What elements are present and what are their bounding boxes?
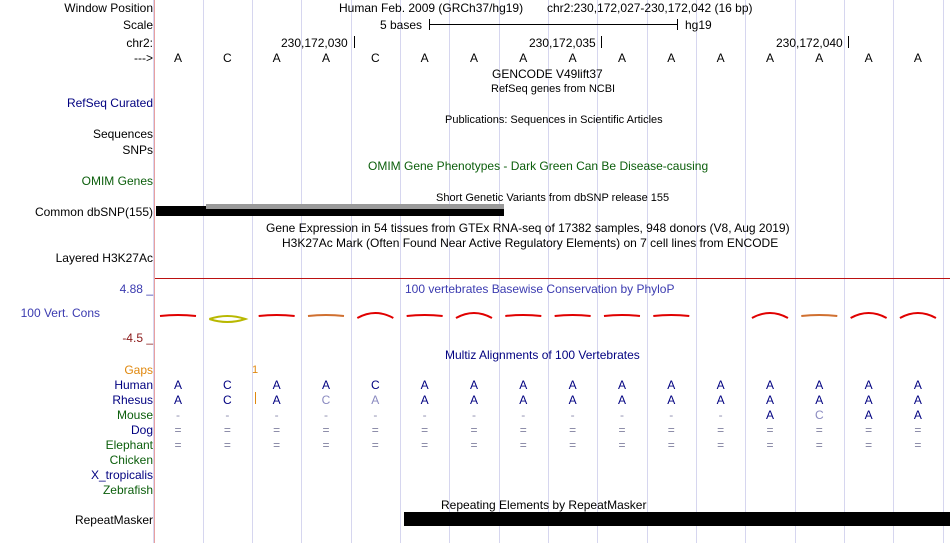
vert-cons-label[interactable]: 100 Vert. Cons (20, 306, 100, 320)
alignment-base-elephant: = (865, 438, 873, 452)
alignment-base-elephant: = (914, 438, 922, 452)
alignment-base-human: A (864, 378, 873, 392)
base-guide-line (301, 0, 302, 543)
db-label: hg19 (685, 18, 712, 32)
phylop-min-label: -4.5 _ (122, 331, 153, 345)
base-letter: A (765, 51, 774, 65)
phylop-score-mark (160, 315, 196, 316)
alignment-base-rhesus: A (667, 393, 676, 407)
gap-marker (255, 392, 256, 404)
refseq-curated-label[interactable]: RefSeq Curated (66, 96, 153, 110)
alignment-base-human: A (617, 378, 626, 392)
base-letter: A (716, 51, 725, 65)
layered-h3k27ac-label[interactable]: Layered H3K27Ac (55, 251, 153, 265)
alignment-base-rhesus: A (371, 393, 380, 407)
alignment-base-dog: = (273, 423, 281, 437)
publications-track-title[interactable]: Publications: Sequences in Scientific Articles (445, 114, 663, 126)
alignment-base-dog: = (766, 423, 774, 437)
alignment-base-rhesus: C (222, 393, 232, 407)
base-letter: A (519, 51, 528, 65)
alignment-base-mouse: - (669, 408, 674, 422)
base-guide-line (351, 0, 352, 543)
repeatmasker-label[interactable]: RepeatMasker (74, 513, 153, 527)
alignment-base-rhesus: A (765, 393, 774, 407)
alignment-base-mouse: - (619, 408, 624, 422)
alignment-base-human: A (568, 378, 577, 392)
base-guide-line (647, 0, 648, 543)
species-label-rhesus[interactable]: Rhesus (112, 393, 153, 407)
base-guide-line (252, 0, 253, 543)
chrom-label[interactable]: chr2: (126, 36, 153, 50)
alignment-base-human: A (815, 378, 824, 392)
species-label-mouse[interactable]: Mouse (116, 408, 153, 422)
ruler-tick (354, 36, 355, 48)
alignment-base-rhesus: A (568, 393, 577, 407)
scale-bar (429, 24, 677, 25)
omim-track-title[interactable]: OMIM Gene Phenotypes - Dark Green Can Be Disease-causing (368, 159, 709, 173)
ruler-tick-label: 230,172,040 (776, 36, 843, 50)
base-letter: A (815, 51, 824, 65)
base-letter: A (864, 51, 873, 65)
alignment-base-mouse: - (422, 408, 427, 422)
alignment-base-human: A (321, 378, 330, 392)
alignment-base-elephant: = (569, 438, 577, 452)
base-guide-line (943, 0, 944, 543)
alignment-base-dog: = (914, 423, 922, 437)
alignment-base-human: A (913, 378, 922, 392)
h3k27ac-track-title[interactable]: H3K27Ac Mark (Often Found Near Active Regulatory Elements) on 7 cell lines from ENCODE (282, 236, 779, 250)
gaps-label[interactable]: Gaps (124, 363, 153, 377)
alignment-base-elephant: = (815, 438, 823, 452)
ruler-tick-label: 230,172,030 (281, 36, 348, 50)
species-label-zebrafish[interactable]: Zebrafish (102, 483, 153, 497)
alignment-base-human: A (272, 378, 281, 392)
repeatmasker-track-title[interactable]: Repeating Elements by RepeatMasker (441, 498, 647, 512)
alignment-base-dog: = (519, 423, 527, 437)
alignment-base-dog: = (569, 423, 577, 437)
alignment-base-human: A (716, 378, 725, 392)
alignment-base-rhesus: A (272, 393, 281, 407)
alignment-base-dog: = (174, 423, 182, 437)
base-guide-line (795, 0, 796, 543)
alignment-base-dog: = (223, 423, 231, 437)
scale-bar-left-tick (429, 19, 430, 30)
base-guide-line (203, 0, 204, 543)
alignment-base-mouse: A (765, 408, 774, 422)
alignment-base-elephant: = (371, 438, 379, 452)
phylop-track-title[interactable]: 100 vertebrates Basewise Conservation by PhyloP (405, 282, 675, 296)
alignment-base-human: A (469, 378, 478, 392)
species-label-elephant[interactable]: Elephant (105, 438, 153, 452)
phylop-score-mark (604, 315, 640, 316)
alignment-base-mouse: A (913, 408, 922, 422)
alignment-base-mouse: - (323, 408, 328, 422)
species-label-human[interactable]: Human (114, 378, 153, 392)
phylop-score-mark (357, 313, 393, 318)
phylop-score-mark (209, 316, 245, 322)
alignment-base-mouse: - (373, 408, 378, 422)
alignment-base-dog: = (667, 423, 675, 437)
alignment-base-mouse: - (521, 408, 526, 422)
assembly-title: Human Feb. 2009 (GRCh37/hg19) (339, 1, 524, 15)
alignment-base-mouse: - (471, 408, 476, 422)
ruler-tick (848, 36, 849, 48)
alignment-base-rhesus: A (420, 393, 429, 407)
repeat-element-bar[interactable] (404, 512, 950, 526)
multiz-track-title[interactable]: Multiz Alignments of 100 Vertebrates (445, 348, 640, 362)
alignment-base-mouse: - (718, 408, 723, 422)
base-guide-line (745, 0, 746, 543)
phylop-score-mark (752, 313, 788, 318)
base-letter: C (222, 51, 232, 65)
base-letter: A (469, 51, 478, 65)
alignment-base-elephant: = (421, 438, 429, 452)
base-guide-line (400, 0, 401, 543)
alignment-base-dog: = (865, 423, 873, 437)
scale-text: 5 bases (380, 18, 423, 32)
window-position-label[interactable]: Window Position (64, 1, 153, 15)
alignment-base-dog: = (717, 423, 725, 437)
alignment-base-rhesus: C (321, 393, 331, 407)
alignment-base-dog: = (618, 423, 626, 437)
base-guide-line (696, 0, 697, 543)
alignment-base-rhesus: A (815, 393, 824, 407)
phylop-score-mark (407, 315, 443, 316)
alignment-base-elephant: = (174, 438, 182, 452)
alignment-base-dog: = (371, 423, 379, 437)
alignment-base-human: A (420, 378, 429, 392)
alignment-base-rhesus: A (716, 393, 725, 407)
omim-genes-label[interactable]: OMIM Genes (81, 174, 153, 188)
alignment-base-human: A (519, 378, 528, 392)
phylop-score-mark (259, 315, 295, 316)
phylop-score-mark (456, 313, 492, 318)
phylop-score-mark (851, 313, 887, 318)
scale-bar-right-tick (677, 19, 678, 30)
alignment-base-mouse: - (225, 408, 230, 422)
species-label-chicken[interactable]: Chicken (109, 453, 153, 467)
ruler-tick (601, 36, 602, 48)
base-guide-line (844, 0, 845, 543)
species-label-dog[interactable]: Dog (130, 423, 153, 437)
ruler-tick-label: 230,172,035 (529, 36, 596, 50)
alignment-base-mouse: C (814, 408, 824, 422)
phylop-score-mark (308, 315, 344, 316)
alignment-base-human: A (765, 378, 774, 392)
base-letter: A (173, 51, 183, 65)
alignment-base-mouse: - (274, 408, 279, 422)
alignment-base-elephant: = (519, 438, 527, 452)
alignment-base-elephant: = (470, 438, 478, 452)
alignment-base-rhesus: A (913, 393, 922, 407)
alignment-base-elephant: = (223, 438, 231, 452)
sequences-label[interactable]: Sequences (92, 127, 153, 141)
alignment-base-rhesus: A (469, 393, 478, 407)
scale-label[interactable]: Scale (122, 18, 153, 32)
alignment-base-dog: = (421, 423, 429, 437)
gencode-track-title[interactable]: GENCODE V49lift37 (492, 67, 603, 81)
refseq-subtitle: RefSeq genes from NCBI (491, 83, 616, 95)
species-label-xtropicalis[interactable]: X_tropicalis (90, 468, 153, 482)
alignment-base-rhesus: A (519, 393, 528, 407)
phylop-score-mark (900, 313, 936, 318)
phylop-score-mark (555, 315, 591, 316)
base-guide-line (449, 0, 450, 543)
base-letter: A (617, 51, 626, 65)
alignment-base-dog: = (322, 423, 330, 437)
base-letter: A (667, 51, 676, 65)
base-letter: A (321, 51, 330, 65)
phylop-wiggle[interactable] (155, 305, 950, 327)
label-column-divider (154, 0, 155, 543)
alignment-base-elephant: = (618, 438, 626, 452)
alignment-base-mouse: - (570, 408, 575, 422)
alignment-base-human: A (173, 378, 183, 392)
gtex-track-title[interactable]: Gene Expression in 54 tissues from GTEx RNA-seq of 17382 samples, 948 donors (V8, Aug 2019) (266, 221, 790, 235)
track-boundary-line (155, 278, 950, 279)
phylop-max-label: 4.88 _ (119, 282, 153, 296)
alignment-base-mouse: - (176, 408, 180, 422)
base-letter: A (272, 51, 281, 65)
strand-label[interactable]: ---> (134, 51, 153, 65)
alignment-base-mouse: A (864, 408, 873, 422)
phylop-score-mark (801, 315, 837, 316)
alignment-base-elephant: = (322, 438, 330, 452)
base-letter: A (420, 51, 429, 65)
position-range: chr2:230,172,027-230,172,042 (16 bp) (547, 1, 753, 15)
common-dbsnp-label[interactable]: Common dbSNP(155) (34, 205, 153, 219)
phylop-score-mark (505, 315, 541, 316)
phylop-score-mark (653, 315, 689, 316)
alignment-base-elephant: = (273, 438, 281, 452)
base-letter: A (913, 51, 922, 65)
alignment-base-elephant: = (766, 438, 774, 452)
snps-label[interactable]: SNPs (122, 143, 153, 157)
gap-count: 1 (252, 364, 259, 376)
alignment-base-rhesus: A (173, 393, 183, 407)
alignment-base-rhesus: A (864, 393, 873, 407)
base-letter: C (370, 51, 380, 65)
dbsnp-track-title[interactable]: Short Genetic Variants from dbSNP release 155 (436, 192, 670, 204)
alignment-base-elephant: = (717, 438, 725, 452)
alignment-base-dog: = (470, 423, 478, 437)
alignment-base-dog: = (815, 423, 823, 437)
base-guide-line (893, 0, 894, 543)
base-letter: A (568, 51, 577, 65)
alignment-base-rhesus: A (617, 393, 626, 407)
alignment-base-human: A (667, 378, 676, 392)
alignment-base-elephant: = (667, 438, 675, 452)
dbsnp-variant-shade (206, 204, 504, 209)
alignment-base-human: C (222, 378, 232, 392)
alignment-base-human: C (370, 378, 380, 392)
